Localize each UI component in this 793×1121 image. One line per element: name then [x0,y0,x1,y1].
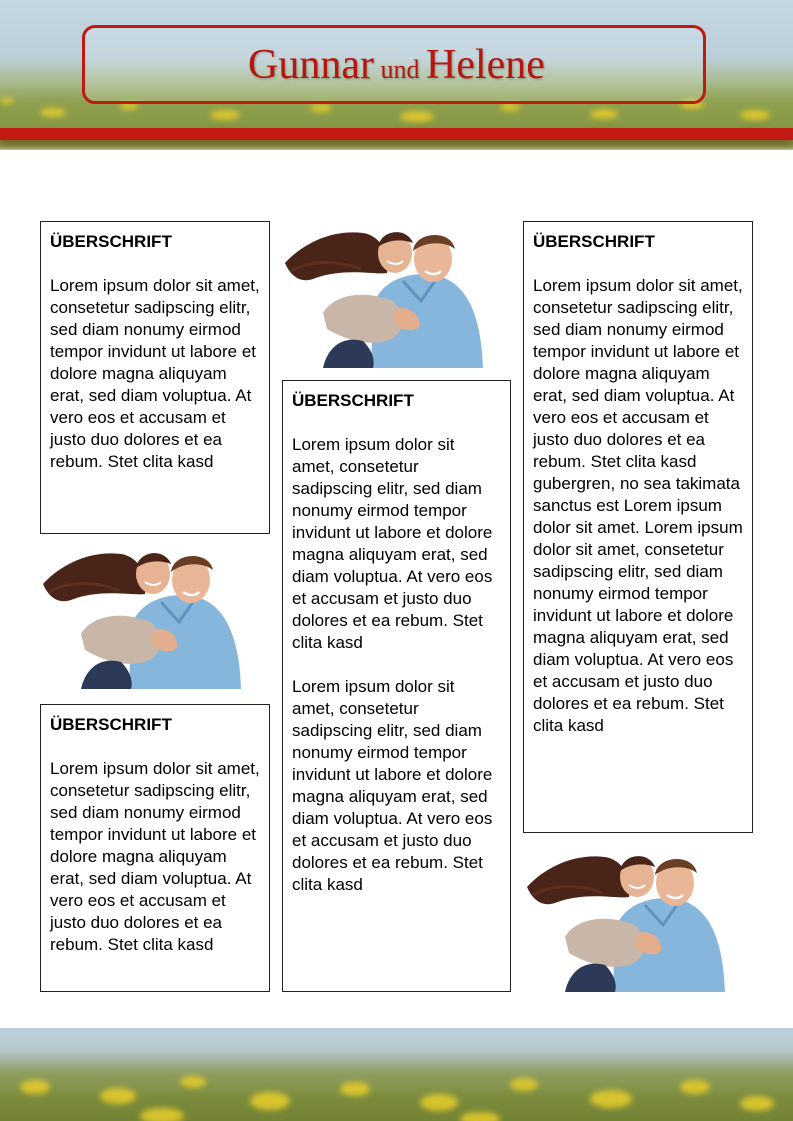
box-heading: ÜBERSCHRIFT [50,715,172,734]
box-paragraph: Lorem ipsum dolor sit amet, consetetur sadipscing elitr, sed diam nonumy eirmod tempor invidunt ut labore et dolore magna aliquyam erat, sed diam voluptua. At vero eos et accusam et justo duo dolores et ea rebum. Stet clita kasd gubergren, no sea takimata sanctus est Lorem ipsum dolor sit amet. Lorem ipsum dolor sit amet, consetetur sadipscing elitr, sed diam nonumy eirmod tempor invidunt ut labore et dolore magna aliquyam erat, sed diam voluptua. At vero eos et accusam et justo duo dolores et ea rebum. Stet clita kasd [533,276,743,735]
text-box-left-bottom [40,704,270,992]
page-title: Gunnar und Helene [248,42,545,88]
box-paragraph: Lorem ipsum dolor sit amet, consetetur sadipscing elitr, sed diam nonumy eirmod tempor invidunt ut labore et dolore magna aliquyam erat, sed diam voluptua. At vero eos et accusam et justo duo dolores et ea rebum. Stet clita kasd [50,759,260,954]
box-heading: ÜBERSCHRIFT [533,232,655,251]
header-red-stripe [0,128,793,140]
footer-banner [0,1028,793,1121]
couple-photo-top-middle [283,221,488,368]
box-heading: ÜBERSCHRIFT [50,232,172,251]
couple-photo-image [283,221,488,368]
meadow-background [0,1028,793,1121]
text-box-middle [282,380,511,992]
couple-photo-image [525,845,730,992]
couple-photo-image [41,542,246,689]
couple-photo-left [41,542,246,689]
text-box-right [523,221,753,833]
box-paragraph: Lorem ipsum dolor sit amet, consetetur sadipscing elitr, sed diam nonumy eirmod tempor invidunt ut labore et dolore magna aliquyam erat, sed diam voluptua. At vero eos et accusam et justo duo dolores et ea rebum. Stet clita kasd [292,677,493,894]
box-heading: ÜBERSCHRIFT [292,391,414,410]
header-banner [0,0,793,150]
text-box-left-top [40,221,270,534]
box-paragraph: Lorem ipsum dolor sit amet, consetetur sadipscing elitr, sed diam nonumy eirmod tempor invidunt ut labore et dolore magna aliquyam erat, sed diam voluptua. At vero eos et accusam et justo duo dolores et ea rebum. Stet clita kasd [292,435,493,652]
box-paragraph: Lorem ipsum dolor sit amet, consetetur sadipscing elitr, sed diam nonumy eirmod tempor invidunt ut labore et dolore magna aliquyam erat, sed diam voluptua. At vero eos et accusam et justo duo dolores et ea rebum. Stet clita kasd [50,276,260,471]
couple-photo-right [525,845,730,992]
